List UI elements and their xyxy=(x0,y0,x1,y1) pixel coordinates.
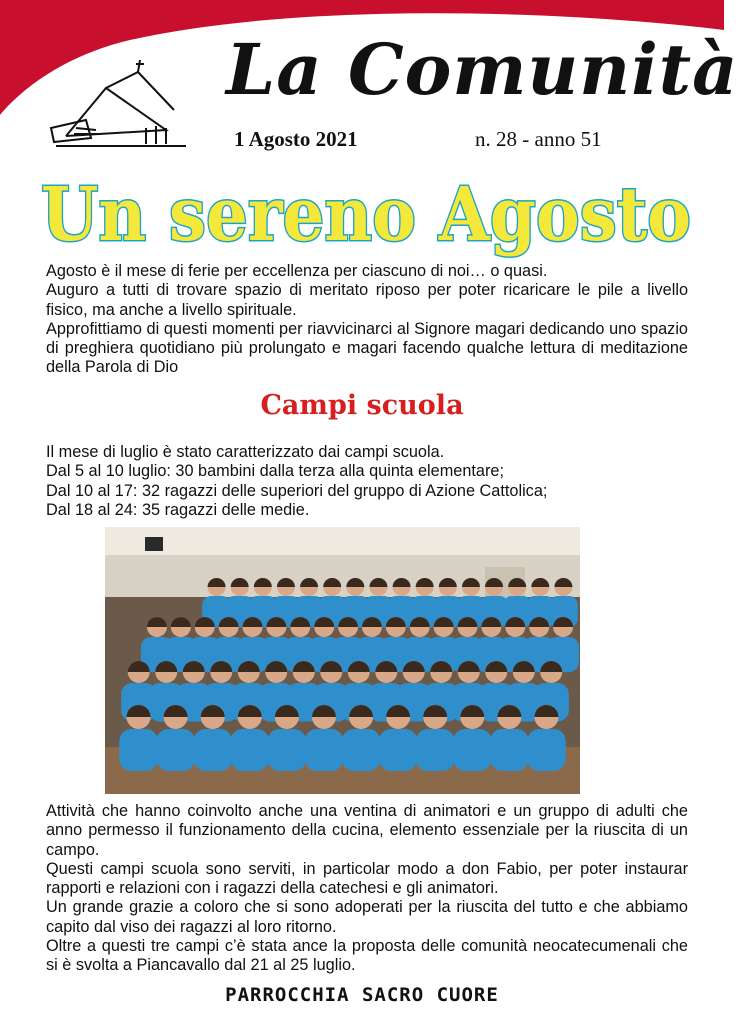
person-shirt xyxy=(305,729,343,771)
person-shirt xyxy=(119,729,157,771)
campi-line: Il mese di luglio è stato caratterizzato dai campi scuola. xyxy=(46,443,445,461)
intro-paragraph: Agosto è il mese di ferie per eccellenza per ciascuno di noi… o quasi. xyxy=(46,262,548,280)
person-shirt xyxy=(379,729,417,771)
group-photo xyxy=(105,527,580,794)
person-shirt xyxy=(527,729,565,771)
campi-line: Dal 10 al 17: 32 ragazzi delle superiori del gruppo di Azione Cattolica; xyxy=(46,481,548,500)
masthead-title: La Comunità xyxy=(226,28,738,111)
issue-date: 1 Agosto 2021 xyxy=(234,127,358,151)
closing-paragraph: Oltre a questi tre campi c’è stata ance la proposta delle comunità neocatecumenali che si è svolta a Piancavallo dal 21 al 25 luglio. xyxy=(46,937,688,975)
person-shirt xyxy=(490,729,528,771)
church-logo-icon xyxy=(46,58,196,158)
person-shirt xyxy=(453,729,491,771)
headline-text: Un sereno Agosto xyxy=(41,172,691,258)
parish-footer: PARROCCHIA SACRO CUORE xyxy=(225,984,499,1006)
headline xyxy=(36,168,696,258)
person-shirt xyxy=(268,729,306,771)
closing-text xyxy=(46,802,688,976)
person-shirt xyxy=(231,729,269,771)
closing-paragraph: Questi campi scuola sono serviti, in particolar modo a don Fabio, per poter instaurar rapporti e relazioni con i ragazzi della catechesi e gli animatori. xyxy=(46,859,688,898)
closing-paragraph: Un grande grazie a coloro che si sono adoperati per la riuscita del tutto e che abbiamo capito dal viso dei ragazzi al loro ritorno. xyxy=(46,898,688,936)
person-shirt xyxy=(156,729,194,771)
section-title: Campi scuola xyxy=(260,390,464,421)
person-shirt xyxy=(342,729,380,771)
campi-line: Dal 5 al 10 luglio: 30 bambini dalla terza alla quinta elementare; xyxy=(46,462,504,481)
intro-paragraph: Approfittiamo di questi momenti per riavvicinarci al Signore magari dedicando uno spazio di preghiera quotidiano più prolungato e magari facendo qualche lettura di meditazione della Parola di Dio xyxy=(46,319,688,377)
issue-number: n. 28 - anno 51 xyxy=(475,127,602,151)
campi-line: Dal 18 al 24: 35 ragazzi delle medie. xyxy=(46,500,310,519)
person-shirt xyxy=(416,729,454,771)
closing-paragraph: Attività che hanno coinvolto anche una ventina di animatori e un gruppo di adulti che anno permesso il funzionamento della cucina, elemento essenziale per la riuscita di un campo. xyxy=(46,802,688,859)
person-shirt xyxy=(194,729,232,771)
intro-paragraph: Auguro a tutti di trovare spazio di meritato riposo per poter ricaricare le pile a livello fisico, ma anche a livello spirituale. xyxy=(46,281,688,319)
campi-list xyxy=(46,443,688,520)
intro-text xyxy=(46,262,688,378)
